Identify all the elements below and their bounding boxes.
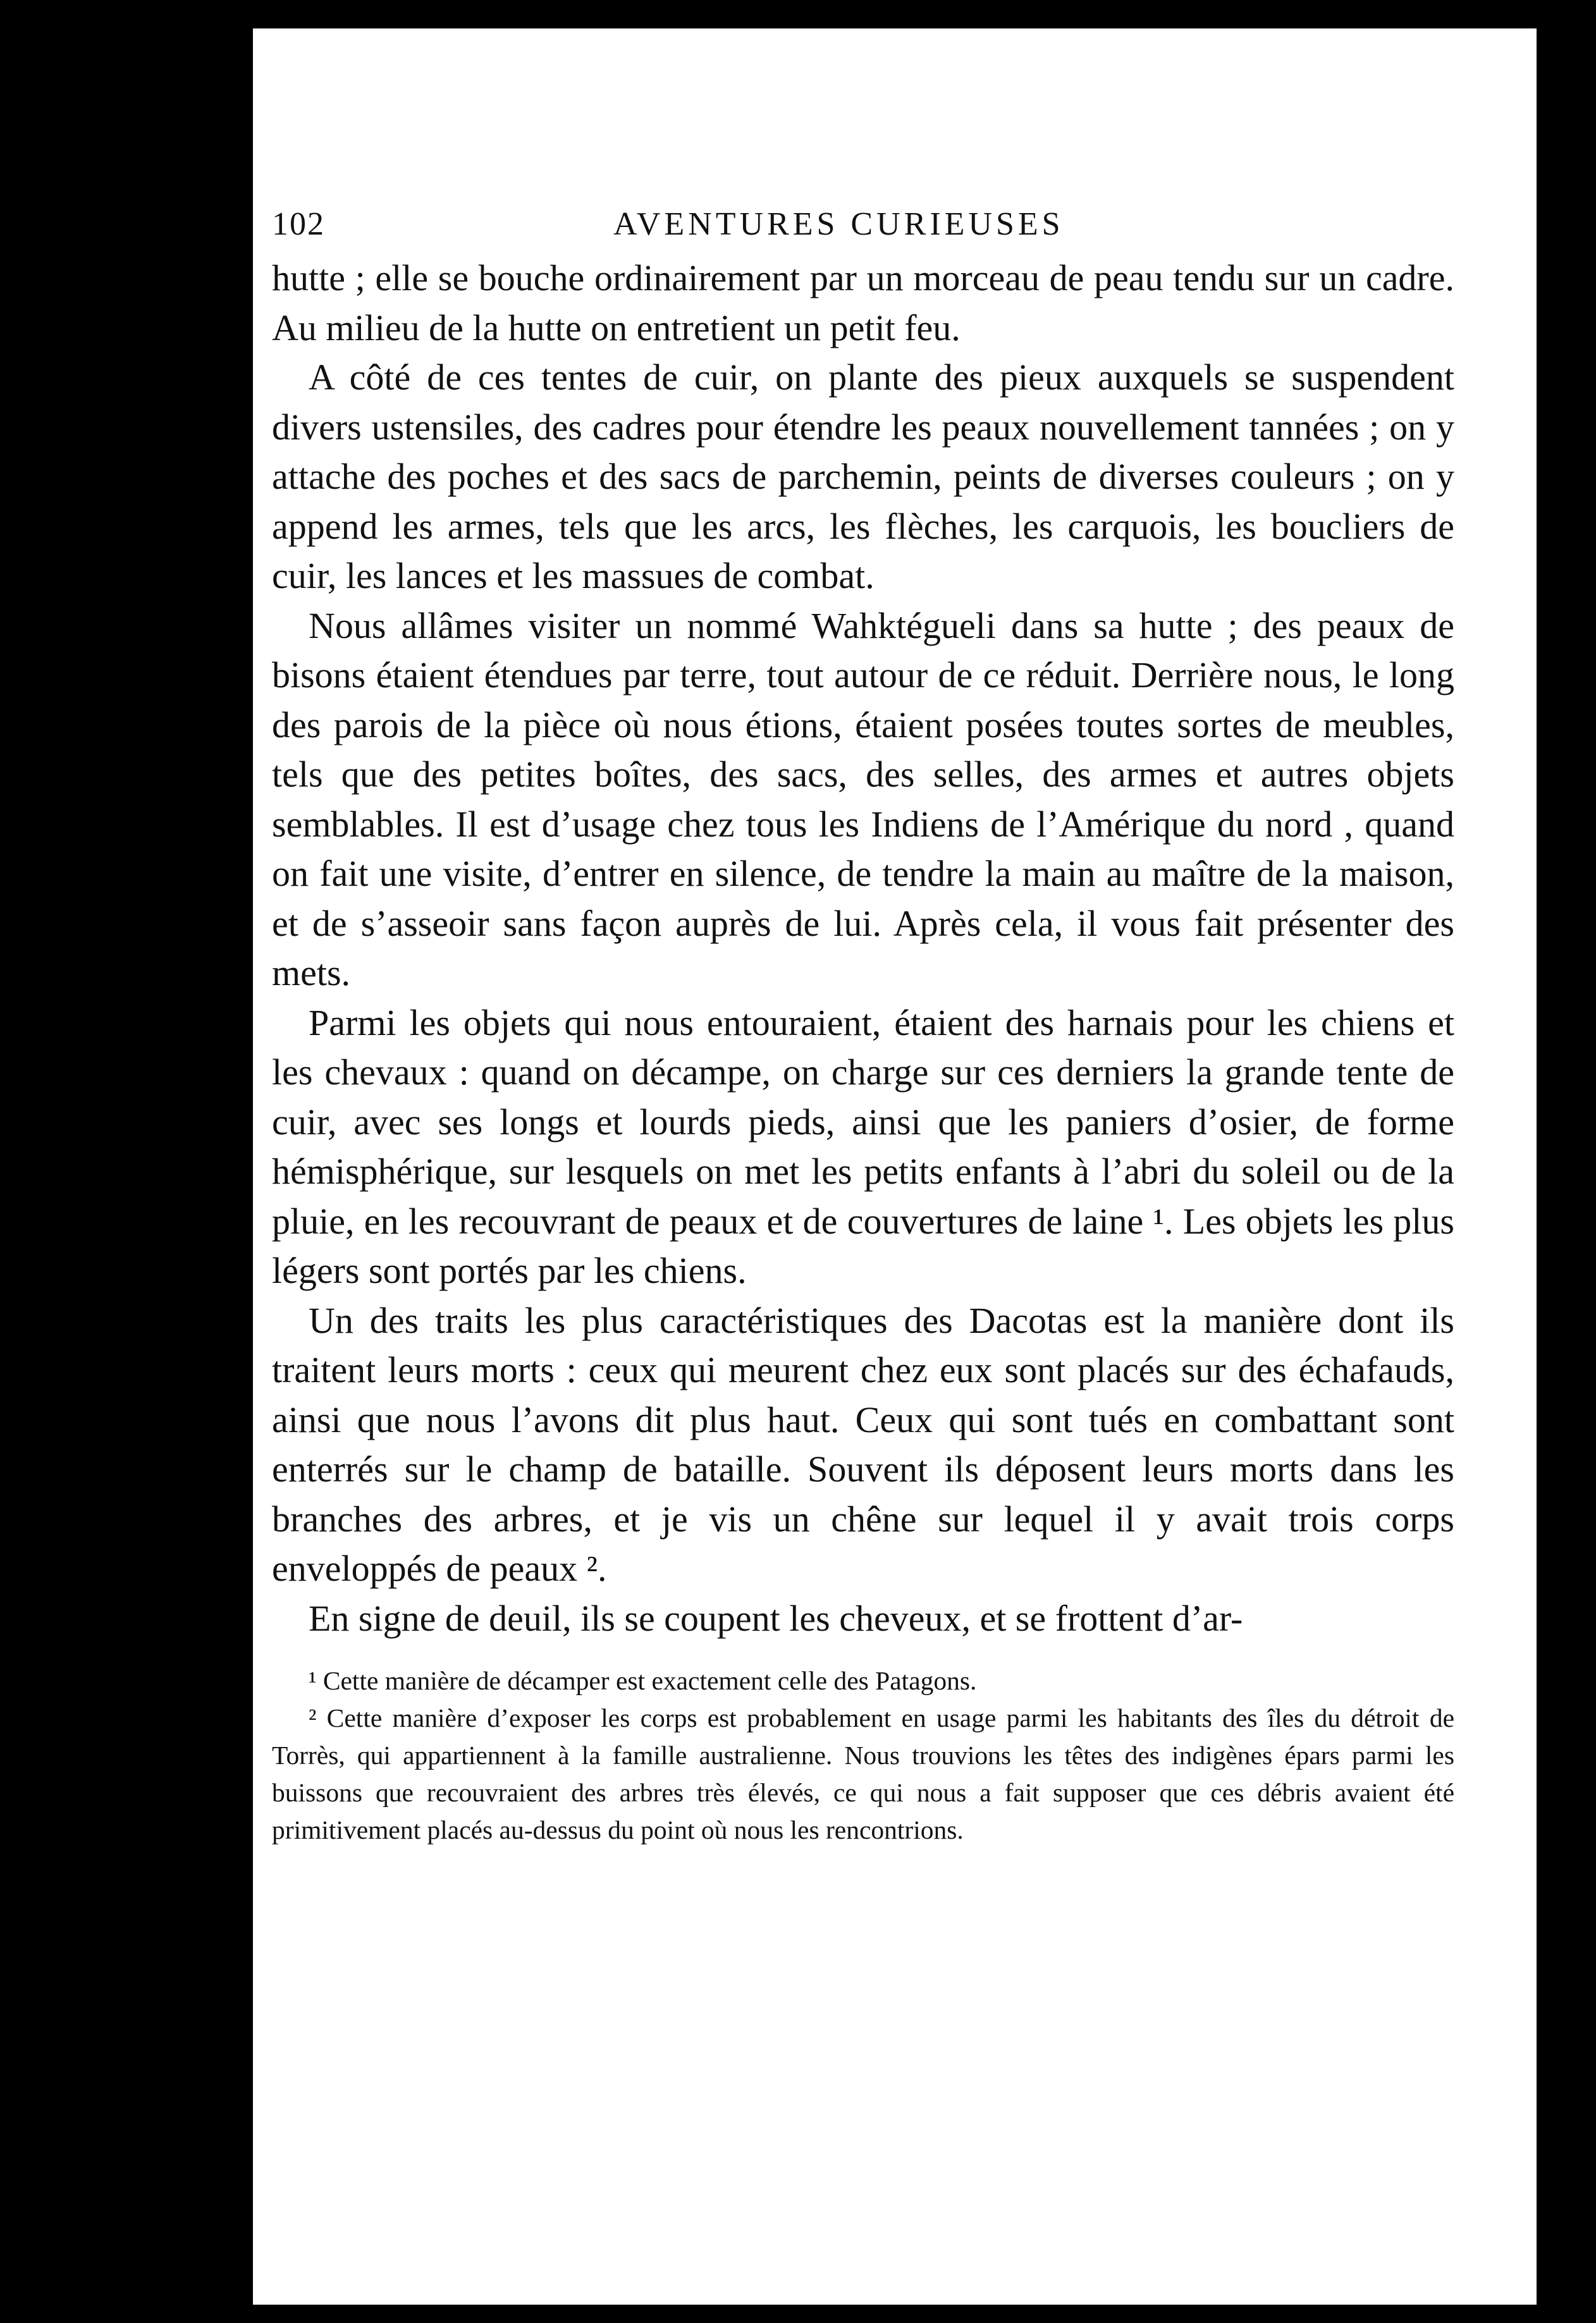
page-number: 102	[272, 206, 325, 242]
scan-border	[1582, 0, 1596, 2323]
footnotes	[272, 1662, 1454, 1849]
footnote: ¹ Cette manière de décamper est exactement celle des Patagons.	[309, 1666, 977, 1695]
paragraph: Parmi les objets qui nous entouraient, étaient des harnais pour les chiens et les chevaux : quand on décampe, on charge sur ces derniers la grande tente de cuir, avec ses longs et lourds pieds, ainsi que les paniers d’osier, de forme hémisphérique, sur lesquels on met les petits enfants à l’abri du soleil ou de la pluie, en les recouvrant de peaux et de couvertures de laine ¹. Les objets les plus légers sont portés par les chiens.	[272, 1002, 1454, 1291]
paragraph: A côté de ces tentes de cuir, on plante des pieux auxquels se suspendent divers ustensiles, des cadres pour étendre les peaux nouvellement tannées ; on y attache des poches et des sacs de parchemin, peints de diverses couleurs ; on y append les armes, tels que les arcs, les flèches, les carquois, les boucliers de cuir, les lances et les massues de combat.	[272, 357, 1454, 596]
paragraph: hutte ; elle se bouche ordinairement par un morceau de peau tendu sur un cadre. Au milieu de la hutte on entretient un petit feu.	[272, 257, 1454, 348]
paragraph: En signe de deuil, ils se coupent les cheveux, et se frottent d’ar-	[309, 1597, 1243, 1639]
running-title: AVENTURES CURIEUSES	[613, 206, 1064, 242]
page-text	[272, 199, 1454, 1849]
footnote: ² Cette manière d’exposer les corps est probablement en usage parmi les habitants des îles du détroit de Torrès, qui appartiennent à la famille australienne. Nous trouvions les têtes des indigènes épars parmi les buissons que recouvraient des arbres très élevés, ce qui nous a fait supposer que ces débris avaient été primitivement placés au-dessus du point où nous les rencontrions.	[272, 1703, 1454, 1844]
running-head	[272, 199, 1454, 254]
paragraph: Un des traits les plus caractéristiques des Dacotas est la manière dont ils traitent leurs morts : ceux qui meurent chez eux sont placés sur des échafauds, ainsi que nous l’avons dit plus haut. Ceux qui sont tués en combattant sont enterrés sur le champ de bataille. Souvent ils déposent leurs morts dans les branches des arbres, et je vis un chêne sur lequel il y avait trois corps enveloppés de peaux ².	[272, 1299, 1454, 1589]
paragraph: Nous allâmes visiter un nommé Wahktégueli dans sa hutte ; des peaux de bisons étaient étendues par terre, tout autour de ce réduit. Derrière nous, le long des parois de la pièce où nous étions, étaient posées toutes sortes de meubles, tels que des petites boîtes, des sacs, des selles, des armes et autres objets semblables. Il est d’usage chez tous les Indiens de l’Amérique du nord , quand on fait une visite, d’entrer en silence, de tendre la main au maître de la maison, et de s’asseoir sans façon auprès de lui. Après cela, il vous fait présenter des mets.	[272, 604, 1454, 993]
